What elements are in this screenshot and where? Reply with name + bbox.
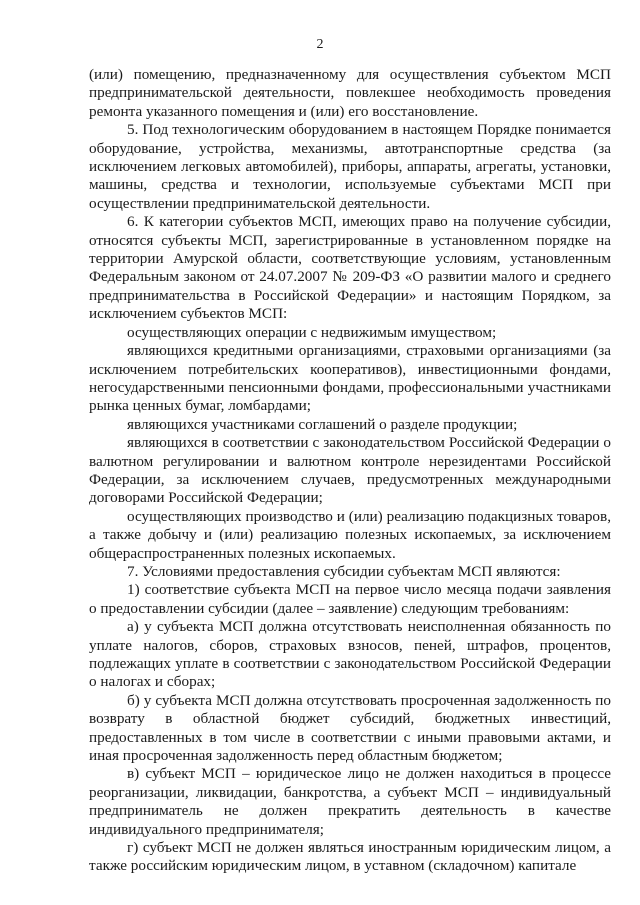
body-text — [89, 66, 611, 876]
paragraph: 6. К категории субъектов МСП, имеющих право на получение субсидии, относятся субъекты МСП, зарегистрированные в установленном порядке на территории Амурской области, соответствующие условиям, установленным Федеральным законом от 24.07.2007 № 209-ФЗ «О развитии малого и среднего предпринимательства в Российской Федерации» и настоящим Порядком, за исключением субъектов МСП: — [89, 213, 611, 323]
paragraph: являющихся участниками соглашений о разделе продукции; — [127, 415, 518, 433]
paragraph: г) субъект МСП не должен являться иностранным юридическим лицом, а также российским юридическим лицом, в уставном (складочном) капитале — [89, 839, 611, 875]
paragraph: (или) помещению, предназначенному для осуществления субъектом МСП предпринимательской деятельности, повлекшее необходимость проведения ремонта указанного помещения и (или) его восстановление. — [89, 66, 611, 120]
paragraph: б) у субъекта МСП должна отсутствовать просроченная задолженность по возврату в областной бюджет субсидий, бюджетных инвестиций, предоставленных в том числе в соответствии с иными правовыми актами, и иная просроченная задолженность перед областным бюджетом; — [89, 691, 611, 765]
paragraph: осуществляющих операции с недвижимым имуществом; — [127, 323, 497, 341]
paragraph: являющихся в соответствии с законодательством Российской Федерации о валютном регулировании и валютном контроле нерезидентами Российской Федерации, за исключением случаев, предусмотренных международными договорами Российской Федерации; — [89, 434, 611, 507]
paragraph: 7. Условиями предоставления субсидии субъектам МСП являются: — [127, 562, 561, 580]
paragraph: а) у субъекта МСП должна отсутствовать неисполненная обязанность по уплате налогов, сборов, страховых взносов, пеней, штрафов, процентов, подлежащих уплате в соответствии с законодательством Российской Федерации о налогах и сборах; — [89, 618, 611, 691]
paragraph: 1) соответствие субъекта МСП на первое число месяца подачи заявления о предоставлении субсидии (далее – заявление) следующим требованиям: — [89, 581, 611, 617]
paragraph: являющихся кредитными организациями, страховыми организациями (за исключением потребительских кооперативов), инвестиционными фондами, негосударственными пенсионными фондами, профессиональными участниками рынка ценных бумаг, ломбардами; — [89, 342, 611, 415]
paragraph: 5. Под технологическим оборудованием в настоящем Порядке понимается оборудование, устройства, механизмы, автотранспортные средства (за исключением легковых автомобилей), приборы, аппараты, агрегаты, установки, машины, средства и технологии, используемые субъектами МСП при осуществлении предпринимательской деятельности. — [89, 121, 611, 212]
paragraph: в) субъект МСП – юридическое лицо не должен находиться в процессе реорганизации, ликвидации, банкротства, а субъект МСП – индивидуальный предприниматель не должен прекратить деятельность в качестве индивидуального предпринимателя; — [89, 765, 611, 838]
paragraph: осуществляющих производство и (или) реализацию подакцизных товаров, а также добычу и (или) реализацию полезных ископаемых, за исключением общераспространенных полезных ископаемых. — [89, 507, 611, 562]
page-number: 2 — [316, 37, 324, 52]
